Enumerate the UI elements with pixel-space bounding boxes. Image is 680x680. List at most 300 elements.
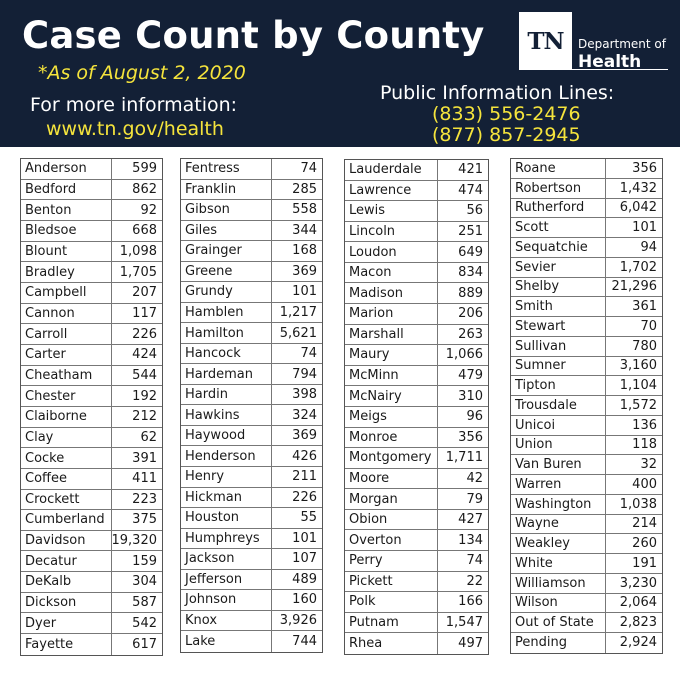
- table-row: [511, 515, 662, 535]
- table-row: [345, 201, 488, 222]
- case-count: 889: [458, 285, 483, 301]
- case-count: 1,711: [445, 450, 483, 466]
- case-count: 136: [632, 417, 657, 433]
- case-count: 101: [292, 284, 317, 300]
- table-row: [181, 364, 322, 385]
- table-row: [181, 488, 322, 509]
- case-count: 101: [292, 530, 317, 546]
- case-count: 427: [458, 512, 483, 528]
- case-count: 344: [292, 222, 317, 238]
- county-name: Grainger: [181, 241, 272, 261]
- county-name: Van Buren: [511, 455, 606, 474]
- case-count: 32: [640, 457, 657, 473]
- county-name: Morgan: [345, 489, 438, 509]
- county-name: Johnson: [181, 590, 272, 610]
- county-name: Scott: [511, 218, 606, 237]
- table-row: [21, 200, 162, 221]
- county-name: Gibson: [181, 200, 272, 220]
- case-count: 207: [132, 285, 157, 301]
- table-row: [345, 345, 488, 366]
- case-count: 6,042: [619, 200, 657, 216]
- table-row: [345, 181, 488, 202]
- case-count: 226: [292, 489, 317, 505]
- county-name: Claiborne: [21, 407, 112, 427]
- case-count: 426: [292, 448, 317, 464]
- table-row: [21, 593, 162, 614]
- table-row: [511, 337, 662, 357]
- table-row: [181, 323, 322, 344]
- case-count: 1,572: [619, 397, 657, 413]
- table-row: [345, 613, 488, 634]
- county-name: Hamilton: [181, 323, 272, 343]
- case-count: 1,547: [445, 615, 483, 630]
- table-row: [181, 385, 322, 406]
- county-name: Rutherford: [511, 199, 606, 218]
- tn-logo-mark: TN: [527, 27, 564, 55]
- case-count: 544: [132, 367, 157, 383]
- table-row: [511, 396, 662, 416]
- more-info-label: For more information:: [30, 94, 238, 116]
- table-row: [21, 490, 162, 511]
- county-name: Franklin: [181, 180, 272, 200]
- county-name: Carroll: [21, 324, 112, 344]
- table-row: [21, 572, 162, 593]
- case-count: 400: [632, 476, 657, 492]
- county-name: Meigs: [345, 407, 438, 427]
- table-row: [181, 405, 322, 426]
- table-row: [511, 436, 662, 456]
- case-count: 375: [132, 512, 157, 528]
- table-row: [21, 386, 162, 407]
- table-row: [181, 200, 322, 221]
- table-row: [511, 199, 662, 219]
- table-row: [345, 222, 488, 243]
- county-name: Haywood: [181, 426, 272, 446]
- county-name: McMinn: [345, 366, 438, 386]
- case-count: 21,296: [611, 279, 657, 295]
- table-row: [511, 179, 662, 199]
- county-name: Humphreys: [181, 529, 272, 549]
- case-count: 160: [292, 592, 317, 608]
- case-count: 1,217: [279, 304, 317, 320]
- county-name: Pending: [511, 633, 606, 653]
- county-name: Jackson: [181, 549, 272, 569]
- case-count: 599: [132, 161, 157, 177]
- county-name: Sumner: [511, 357, 606, 376]
- table-row: [511, 297, 662, 317]
- county-name: Out of State: [511, 613, 606, 632]
- case-count: 310: [458, 388, 483, 404]
- county-name: Davidson: [21, 531, 112, 551]
- case-count: 134: [458, 532, 483, 548]
- case-count: 1,705: [119, 264, 157, 280]
- case-count: 94: [640, 239, 657, 255]
- table-row: [345, 428, 488, 449]
- case-count: 391: [132, 450, 157, 466]
- county-name: Benton: [21, 200, 112, 220]
- case-count: 1,104: [619, 378, 657, 394]
- case-count: 22: [466, 573, 483, 589]
- case-count: 79: [466, 491, 483, 507]
- case-count: 19,320: [111, 533, 157, 549]
- county-name: Putnam: [345, 613, 438, 633]
- case-count: 117: [132, 305, 157, 321]
- table-row: [345, 366, 488, 387]
- table-row: [511, 218, 662, 238]
- case-count: 411: [132, 471, 157, 487]
- county-name: Henderson: [181, 446, 272, 466]
- county-name: Greene: [181, 262, 272, 282]
- county-name: Stewart: [511, 317, 606, 336]
- county-name: Cheatham: [21, 366, 112, 386]
- table-row: [345, 551, 488, 572]
- table-row: [345, 407, 488, 428]
- case-count: 42: [466, 470, 483, 486]
- case-count: 668: [132, 223, 157, 239]
- county-name: Lawrence: [345, 181, 438, 201]
- case-count: 74: [300, 161, 317, 177]
- county-name: Macon: [345, 263, 438, 283]
- case-count: 118: [632, 437, 657, 453]
- case-count: 1,098: [119, 243, 157, 259]
- county-name: Montgomery: [345, 448, 438, 468]
- county-name: Lewis: [345, 201, 438, 221]
- county-name: Unicoi: [511, 416, 606, 435]
- county-name: Hickman: [181, 488, 272, 508]
- case-count: 251: [458, 224, 483, 240]
- county-name: Crockett: [21, 490, 112, 510]
- as-of-date: *As of August 2, 2020: [38, 62, 246, 84]
- county-name: Bledsoe: [21, 221, 112, 241]
- case-count: 263: [458, 326, 483, 342]
- table-row: [181, 303, 322, 324]
- table-row: [21, 634, 162, 655]
- table-row: [511, 633, 662, 653]
- case-count: 862: [132, 181, 157, 197]
- table-row: [181, 590, 322, 611]
- table-row: [511, 613, 662, 633]
- county-name: Tipton: [511, 376, 606, 395]
- county-name: Carter: [21, 345, 112, 365]
- county-name: Overton: [345, 530, 438, 550]
- table-row: [345, 304, 488, 325]
- table-row: [181, 262, 322, 283]
- table-row: [181, 241, 322, 262]
- case-count: 369: [292, 263, 317, 279]
- case-count: 2,064: [619, 595, 657, 611]
- case-count: 211: [292, 469, 317, 485]
- table-row: [511, 574, 662, 594]
- county-name: Bedford: [21, 180, 112, 200]
- table-row: [181, 549, 322, 570]
- county-name: Wilson: [511, 594, 606, 613]
- county-name: Washington: [511, 495, 606, 514]
- county-name: Cocke: [21, 448, 112, 468]
- county-name: Bradley: [21, 262, 112, 282]
- table-row: [21, 469, 162, 490]
- case-count: 92: [140, 202, 157, 218]
- county-name: Campbell: [21, 283, 112, 303]
- tn-logo: [519, 12, 572, 70]
- case-count: 497: [458, 636, 483, 652]
- case-count: 834: [458, 265, 483, 281]
- case-count: 74: [300, 346, 317, 362]
- county-name: Wayne: [511, 515, 606, 534]
- table-row: [181, 611, 322, 632]
- case-count: 304: [132, 574, 157, 590]
- county-name: Hamblen: [181, 303, 272, 323]
- table-row: [345, 283, 488, 304]
- table-row: [21, 283, 162, 304]
- table-row: [345, 510, 488, 531]
- county-name: Sevier: [511, 258, 606, 277]
- case-count: 168: [292, 243, 317, 259]
- county-name: Madison: [345, 283, 438, 303]
- county-name: Shelby: [511, 278, 606, 297]
- case-count: 587: [132, 595, 157, 611]
- phone-line-2[interactable]: (877) 857-2945: [432, 124, 581, 146]
- table-row: [345, 386, 488, 407]
- table-row: [511, 159, 662, 179]
- table-row: [181, 344, 322, 365]
- case-count: 324: [292, 407, 317, 423]
- county-name: Jefferson: [181, 570, 272, 590]
- county-name: Decatur: [21, 551, 112, 571]
- case-count: 398: [292, 387, 317, 403]
- case-count: 159: [132, 553, 157, 569]
- case-count: 1,702: [619, 259, 657, 275]
- case-count: 74: [466, 553, 483, 569]
- table-row: [345, 469, 488, 490]
- case-count: 2,823: [619, 615, 657, 631]
- county-name: Cumberland: [21, 510, 112, 530]
- county-column-1: [20, 158, 163, 656]
- case-count: 96: [466, 409, 483, 425]
- table-row: [511, 357, 662, 377]
- table-row: [511, 416, 662, 436]
- table-row: [21, 324, 162, 345]
- county-name: Lauderdale: [345, 160, 438, 180]
- logo-department-text: Department of: [578, 37, 666, 51]
- county-name: Giles: [181, 221, 272, 241]
- table-row: [21, 221, 162, 242]
- table-row: [21, 407, 162, 428]
- table-row: [21, 531, 162, 552]
- county-name: Anderson: [21, 159, 112, 179]
- table-row: [181, 631, 322, 652]
- table-row: [511, 554, 662, 574]
- case-count: 107: [292, 551, 317, 567]
- county-name: White: [511, 554, 606, 573]
- table-row: [181, 426, 322, 447]
- table-row: [511, 475, 662, 495]
- case-count: 56: [466, 203, 483, 219]
- table-row: [21, 366, 162, 387]
- county-name: McNairy: [345, 386, 438, 406]
- county-name: Hardin: [181, 385, 272, 405]
- case-count: 558: [292, 202, 317, 218]
- case-count: 5,621: [279, 325, 317, 341]
- county-name: Marion: [345, 304, 438, 324]
- case-count: 70: [640, 318, 657, 334]
- county-name: Loudon: [345, 242, 438, 262]
- county-name: DeKalb: [21, 572, 112, 592]
- table-row: [345, 530, 488, 551]
- county-name: Lincoln: [345, 222, 438, 242]
- county-name: Obion: [345, 510, 438, 530]
- table-row: [21, 345, 162, 366]
- table-row: [511, 317, 662, 337]
- case-count: 101: [632, 220, 657, 236]
- table-row: [21, 304, 162, 325]
- table-row: [345, 448, 488, 469]
- table-row: [345, 242, 488, 263]
- case-count: 489: [292, 571, 317, 587]
- county-name: Henry: [181, 467, 272, 487]
- county-name: Union: [511, 436, 606, 455]
- case-count: 780: [632, 338, 657, 354]
- table-row: [345, 160, 488, 181]
- info-url-link[interactable]: www.tn.gov/health: [46, 118, 224, 140]
- county-name: Maury: [345, 345, 438, 365]
- table-row: [21, 448, 162, 469]
- county-name: Monroe: [345, 428, 438, 448]
- county-name: Chester: [21, 386, 112, 406]
- county-name: Houston: [181, 508, 272, 528]
- table-row: [21, 428, 162, 449]
- county-name: Grundy: [181, 282, 272, 302]
- county-name: Marshall: [345, 325, 438, 345]
- county-name: Pickett: [345, 572, 438, 592]
- table-row: [21, 510, 162, 531]
- case-count: 2,924: [619, 635, 657, 651]
- county-name: Fentress: [181, 159, 272, 179]
- case-count: 744: [292, 633, 317, 649]
- case-count: 421: [458, 162, 483, 178]
- page-title: Case Count by County: [22, 14, 485, 57]
- table-row: [345, 263, 488, 284]
- table-row: [181, 570, 322, 591]
- table-row: [511, 534, 662, 554]
- county-name: Sullivan: [511, 337, 606, 356]
- county-column-2: [180, 158, 323, 653]
- table-row: [181, 446, 322, 467]
- table-row: [181, 467, 322, 488]
- county-name: Fayette: [21, 634, 112, 655]
- case-count: 794: [292, 366, 317, 382]
- table-row: [181, 529, 322, 550]
- table-row: [511, 258, 662, 278]
- county-name: Hancock: [181, 344, 272, 364]
- table-row: [21, 180, 162, 201]
- case-count: 3,926: [279, 612, 317, 628]
- table-row: [345, 633, 488, 654]
- case-count: 424: [132, 347, 157, 363]
- case-count: 356: [632, 160, 657, 176]
- table-row: [21, 262, 162, 283]
- table-row: [21, 159, 162, 180]
- county-name: Rhea: [345, 633, 438, 654]
- county-name: Lake: [181, 631, 272, 652]
- county-name: Knox: [181, 611, 272, 631]
- table-row: [511, 495, 662, 515]
- table-row: [511, 455, 662, 475]
- table-row: [511, 278, 662, 298]
- table-row: [181, 282, 322, 303]
- case-count: 479: [458, 368, 483, 384]
- case-count: 166: [458, 594, 483, 610]
- table-row: [21, 242, 162, 263]
- case-count: 212: [132, 409, 157, 425]
- table-row: [181, 508, 322, 529]
- logo-health-text: Health: [578, 52, 642, 72]
- case-count: 214: [632, 516, 657, 532]
- county-name: Polk: [345, 592, 438, 612]
- case-count: 617: [132, 636, 157, 652]
- county-name: Weakley: [511, 534, 606, 553]
- county-name: Trousdale: [511, 396, 606, 415]
- county-name: Roane: [511, 159, 606, 178]
- case-count: 361: [632, 299, 657, 315]
- county-name: Robertson: [511, 179, 606, 198]
- county-name: Clay: [21, 428, 112, 448]
- case-count: 474: [458, 182, 483, 198]
- case-count: 3,160: [619, 358, 657, 374]
- table-row: [21, 551, 162, 572]
- county-name: Sequatchie: [511, 238, 606, 257]
- case-count: 223: [132, 491, 157, 507]
- case-count: 369: [292, 428, 317, 444]
- table-row: [511, 594, 662, 614]
- case-count: 62: [140, 429, 157, 445]
- case-count: 3,230: [619, 575, 657, 591]
- county-name: Hardeman: [181, 364, 272, 384]
- county-name: Coffee: [21, 469, 112, 489]
- case-count: 1,066: [445, 347, 483, 363]
- county-name: Hawkins: [181, 405, 272, 425]
- county-name: Dyer: [21, 613, 112, 633]
- county-name: Cannon: [21, 304, 112, 324]
- case-count: 260: [632, 536, 657, 552]
- county-name: Dickson: [21, 593, 112, 613]
- table-row: [181, 180, 322, 201]
- table-row: [345, 489, 488, 510]
- table-row: [511, 376, 662, 396]
- county-name: Blount: [21, 242, 112, 262]
- table-row: [181, 159, 322, 180]
- table-row: [21, 613, 162, 634]
- county-column-3: [344, 159, 489, 655]
- county-column-4: [510, 158, 663, 654]
- phone-line-1[interactable]: (833) 556-2476: [432, 103, 581, 125]
- table-row: [345, 572, 488, 593]
- case-count: 285: [292, 181, 317, 197]
- case-count: 55: [300, 510, 317, 526]
- case-count: 1,432: [619, 180, 657, 196]
- county-name: Williamson: [511, 574, 606, 593]
- table-row: [345, 325, 488, 346]
- table-row: [345, 592, 488, 613]
- case-count: 542: [132, 615, 157, 631]
- case-count: 226: [132, 326, 157, 342]
- table-row: [181, 221, 322, 242]
- case-count: 206: [458, 306, 483, 322]
- county-name: Moore: [345, 469, 438, 489]
- case-count: 649: [458, 244, 483, 260]
- case-count: 192: [132, 388, 157, 404]
- case-count: 1,038: [619, 496, 657, 512]
- table-row: [511, 238, 662, 258]
